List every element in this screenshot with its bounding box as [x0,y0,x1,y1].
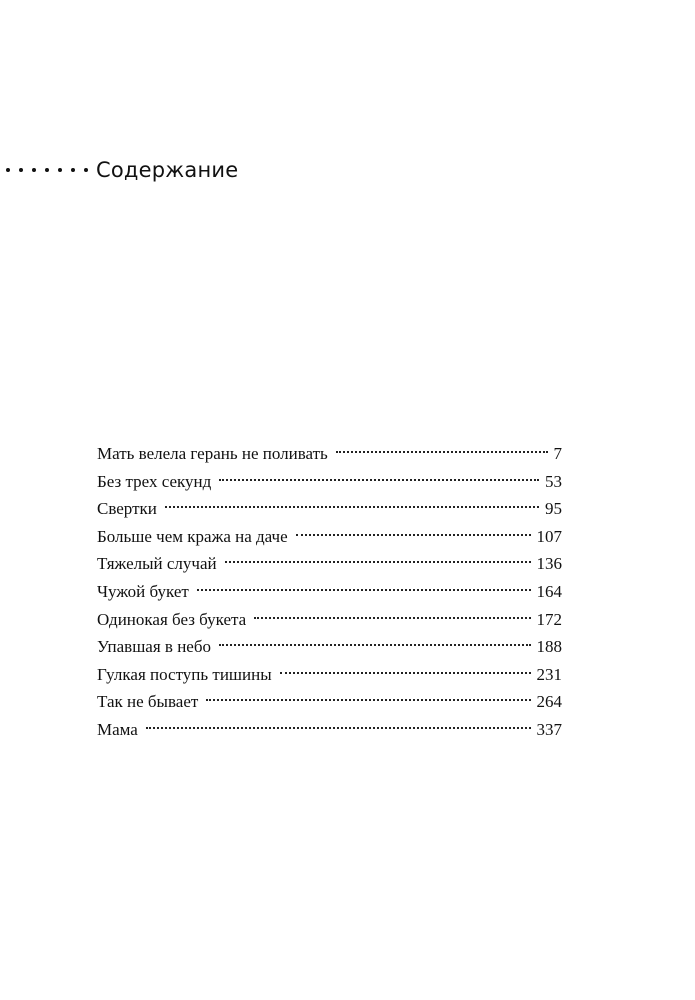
toc-entry[interactable] [97,495,562,523]
dot-leader [219,644,531,646]
dot-leader [206,699,530,701]
dot-icon [58,168,62,172]
table-of-contents [97,440,562,744]
toc-entry-page: 264 [536,692,562,712]
dot-leader [296,534,531,536]
dot-leader [165,506,539,508]
toc-entry-title: Больше чем кража на даче [97,526,288,546]
heading-dots-ornament [6,168,88,172]
toc-entry[interactable] [97,716,562,744]
toc-entry-title: Без трех секунд [97,471,212,491]
dot-icon [71,168,75,172]
toc-entry-title: Так не бывает [97,692,199,712]
dot-leader [280,672,531,674]
toc-entry-page: 188 [536,637,562,657]
dot-icon [32,168,36,172]
dot-leader [219,479,539,481]
toc-entry-page: 53 [545,471,562,491]
toc-entry[interactable] [97,633,562,661]
dot-leader [336,451,548,453]
dot-leader [146,727,531,729]
toc-entry-title: Одинокая без букета [97,609,247,629]
toc-entry-page: 107 [536,526,562,546]
toc-entry-page: 95 [545,499,562,519]
toc-entry-title: Мать велела герань не поливать [97,444,328,463]
toc-entry-page: 164 [536,581,562,601]
toc-entry-page: 136 [536,554,562,574]
toc-entry[interactable] [97,550,562,578]
dot-leader [254,617,530,619]
toc-entry-title: Чужой букет [97,581,189,601]
dot-icon [19,168,23,172]
toc-entry[interactable] [97,661,562,689]
toc-entry[interactable] [97,578,562,606]
toc-entry-title: Тяжелый случай [97,554,217,574]
dot-icon [84,168,88,172]
toc-entry-page: 231 [536,664,562,684]
dot-leader [197,589,531,591]
page-title: Содержание [96,158,239,182]
toc-entry-title: Упавшая в небо [97,637,211,657]
contents-heading [0,150,238,190]
dot-icon [45,168,49,172]
toc-entry[interactable] [97,688,562,716]
toc-entry-page: 7 [553,444,562,463]
toc-entry-page: 337 [536,719,562,739]
toc-entry[interactable] [97,606,562,634]
toc-entry[interactable] [97,440,562,468]
toc-entry-title: Мама [97,719,138,739]
dot-icon [6,168,10,172]
toc-entry[interactable] [97,523,562,551]
toc-entry-page: 172 [536,609,562,629]
toc-entry-title: Свертки [97,499,157,519]
toc-entry-title: Гулкая поступь тишины [97,664,272,684]
toc-entry[interactable] [97,468,562,496]
dot-leader [225,561,531,563]
